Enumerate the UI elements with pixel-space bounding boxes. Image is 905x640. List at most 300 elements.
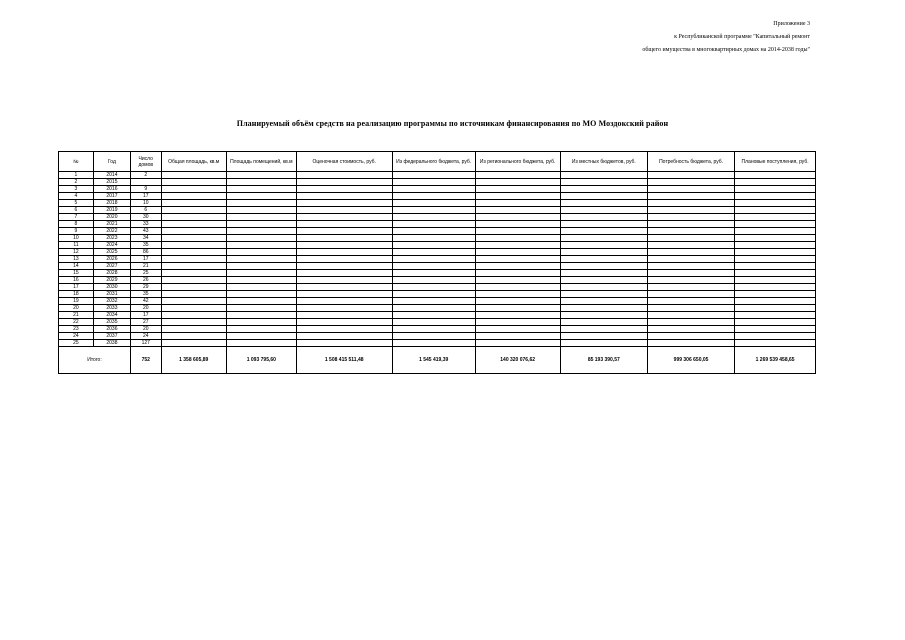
table-cell: 13 [59,256,94,263]
table-cell: 3 [59,186,94,193]
table-cell: 24 [59,333,94,340]
table-cell [392,277,475,284]
table-cell [475,172,560,179]
table-cell [161,242,226,249]
table-cell [296,221,392,228]
table-cell [475,298,560,305]
table-cell [226,242,296,249]
table-cell: 127 [130,340,161,347]
table-cell: 2037 [93,333,130,340]
table-cell [296,319,392,326]
table-cell [392,207,475,214]
table-cell [226,179,296,186]
table-cell: 1 [59,172,94,179]
column-header: Число домов [130,152,161,172]
table-cell [560,312,647,319]
table-cell: 4 [59,193,94,200]
table-cell [475,242,560,249]
table-cell [226,319,296,326]
table-cell: 2027 [93,263,130,270]
table-cell: 34 [130,235,161,242]
table-row [59,200,816,207]
table-cell [161,333,226,340]
table-cell [735,326,816,333]
total-cell: 752 [130,347,161,374]
table-cell [560,228,647,235]
column-header: Оценочная стоимость, руб. [296,152,392,172]
table-cell: 2029 [93,277,130,284]
table-cell [161,249,226,256]
table-cell [392,186,475,193]
table-cell [392,193,475,200]
table-cell [560,270,647,277]
table-cell [161,207,226,214]
table-cell: 86 [130,249,161,256]
table-cell [560,221,647,228]
table-cell [647,179,734,186]
column-header: Из регионального бюджета, руб. [475,152,560,172]
table-cell: 23 [59,326,94,333]
table-row [59,319,816,326]
header-note-line: Приложение 3 [773,21,810,27]
header-note [390,18,810,57]
table-cell [475,270,560,277]
table-cell [161,186,226,193]
table-cell [560,284,647,291]
table-cell [296,214,392,221]
table-cell [226,207,296,214]
table-cell: 43 [130,228,161,235]
table-cell [647,242,734,249]
table-cell [296,270,392,277]
table-body [59,172,816,374]
table-row [59,235,816,242]
table-cell [647,305,734,312]
table-cell: 19 [59,298,94,305]
table-cell: 35 [130,291,161,298]
table-cell [475,326,560,333]
table-cell [161,235,226,242]
table-cell [475,305,560,312]
column-header: Общая площадь, кв.м [161,152,226,172]
table-cell [226,221,296,228]
table-cell: 8 [59,221,94,228]
table-row [59,284,816,291]
total-cell: 999 306 650,05 [647,347,734,374]
table-cell: 29 [130,284,161,291]
table-cell [226,235,296,242]
table-cell [475,284,560,291]
table-cell [560,333,647,340]
table-cell [226,256,296,263]
table-cell [161,270,226,277]
table-cell [475,179,560,186]
table-row [59,228,816,235]
table-row [59,242,816,249]
table-cell [647,333,734,340]
table-cell [392,312,475,319]
total-cell: 1 545 419,39 [392,347,475,374]
table-cell: 25 [130,270,161,277]
table-cell: 20 [130,305,161,312]
table-cell: 6 [59,207,94,214]
table-cell [647,249,734,256]
column-header: Потребность бюджета, руб. [647,152,734,172]
table-cell [560,214,647,221]
table-cell [647,235,734,242]
column-header: Плановые поступления, руб. [735,152,816,172]
table-cell [475,263,560,270]
table-cell [560,200,647,207]
table-cell [296,193,392,200]
table-cell [735,340,816,347]
table-cell [392,235,475,242]
table-cell [560,326,647,333]
table-cell [475,207,560,214]
table-cell [647,172,734,179]
table-cell [161,172,226,179]
table-cell: 20 [59,305,94,312]
table-cell: 21 [130,263,161,270]
table-cell [392,298,475,305]
table-cell: 35 [130,242,161,249]
table-cell: 21 [59,312,94,319]
table-cell [735,235,816,242]
table-cell: 2014 [93,172,130,179]
table-cell [475,235,560,242]
column-header: Из федерального бюджета, руб. [392,152,475,172]
table-cell [296,284,392,291]
table-cell: 2 [130,172,161,179]
table-cell [161,179,226,186]
table-cell [226,305,296,312]
table-cell [560,340,647,347]
table-cell: 2017 [93,193,130,200]
table-cell [475,256,560,263]
total-cell: 1 508 415 511,48 [296,347,392,374]
total-cell: 140 320 076,62 [475,347,560,374]
column-header: Из местных бюджетов, руб. [560,152,647,172]
table-cell: 2025 [93,249,130,256]
table-row [59,186,816,193]
table-cell [392,200,475,207]
table-cell [560,172,647,179]
table-cell [161,277,226,284]
table-cell [161,284,226,291]
table-cell [735,333,816,340]
table-cell: 17 [59,284,94,291]
table-cell: 2020 [93,214,130,221]
table-cell [735,270,816,277]
table-cell [296,207,392,214]
table-cell: 2032 [93,298,130,305]
table-cell [296,172,392,179]
table-cell [560,179,647,186]
table-cell [226,277,296,284]
table-cell: 2035 [93,319,130,326]
table-cell [647,193,734,200]
table-row [59,312,816,319]
table-cell [161,193,226,200]
table-cell: 2021 [93,221,130,228]
table-cell: 11 [59,242,94,249]
table-cell [647,326,734,333]
table-row [59,305,816,312]
table-cell [392,333,475,340]
table-cell [647,228,734,235]
financing-table [58,151,816,374]
table-cell [647,256,734,263]
table-cell [475,214,560,221]
table-cell [647,319,734,326]
table-cell [226,193,296,200]
table-cell [475,277,560,284]
table-cell [475,340,560,347]
table-cell [161,214,226,221]
table-cell [647,277,734,284]
table-cell [161,305,226,312]
table-cell [296,277,392,284]
table-cell [226,200,296,207]
table-cell: 10 [59,235,94,242]
table-cell [475,186,560,193]
table-cell [296,256,392,263]
table-cell [560,277,647,284]
table-row [59,207,816,214]
table-cell: 17 [130,193,161,200]
table-cell: 2036 [93,326,130,333]
table-cell [226,249,296,256]
table-cell [475,333,560,340]
table-cell [560,235,647,242]
table-cell: 2028 [93,270,130,277]
table-cell [475,249,560,256]
table-cell [735,263,816,270]
table-cell [647,200,734,207]
table-cell [560,298,647,305]
table-cell: 33 [130,221,161,228]
table-cell: 9 [130,186,161,193]
total-cell: 1 093 795,60 [226,347,296,374]
header-note-line: общего имущества в многоквартирных домах на 2014-2038 годы" [642,47,810,53]
table-cell [647,312,734,319]
table-cell: 2018 [93,200,130,207]
table-cell [392,326,475,333]
table-cell: 2023 [93,235,130,242]
table-cell: 24 [130,333,161,340]
table-cell [735,228,816,235]
page-title: Планируемый объём средств на реализацию программы по источникам финансирования по МО Моздокский район [236,119,669,128]
header-note-line: к Республиканской программе "Капитальный ремонт [674,34,810,40]
table-cell [647,221,734,228]
table-header-row [59,152,816,172]
table-cell: 2030 [93,284,130,291]
table-cell [647,298,734,305]
column-header: Площадь помещений, кв.м [226,152,296,172]
table-cell [735,242,816,249]
table-row [59,263,816,270]
table-row [59,249,816,256]
table-cell: 10 [130,200,161,207]
total-row [59,347,816,374]
table-cell [226,263,296,270]
table-cell [226,291,296,298]
table-cell [735,221,816,228]
table-cell [296,228,392,235]
table-cell [475,291,560,298]
table-cell: 12 [59,249,94,256]
total-label: Итого: [59,347,131,374]
table-cell [392,319,475,326]
table-cell: 9 [59,228,94,235]
table-cell [226,333,296,340]
table-cell [296,312,392,319]
table-row [59,270,816,277]
table-cell [296,186,392,193]
table-cell [560,249,647,256]
table-cell [735,179,816,186]
table-cell: 2019 [93,207,130,214]
column-header: Год [93,152,130,172]
table-cell [647,291,734,298]
table-cell [392,340,475,347]
table-cell [647,186,734,193]
table-cell [226,270,296,277]
table-cell [475,312,560,319]
table-row [59,172,816,179]
table-cell: 6 [130,207,161,214]
table-cell [226,312,296,319]
table-cell [560,256,647,263]
table-cell: 5 [59,200,94,207]
table-cell [560,207,647,214]
table-cell [226,298,296,305]
table-cell: 2015 [93,179,130,186]
table-cell [392,256,475,263]
table-cell [735,200,816,207]
table-cell [647,263,734,270]
table-cell [560,319,647,326]
table-cell [161,263,226,270]
table-cell [735,186,816,193]
table-cell [226,340,296,347]
table-cell [161,298,226,305]
table-cell [560,193,647,200]
table-cell: 42 [130,298,161,305]
table-row [59,326,816,333]
table-cell [296,326,392,333]
table-cell [560,291,647,298]
table-cell [735,305,816,312]
table-cell: 18 [59,291,94,298]
table-cell [735,291,816,298]
column-header: № [59,152,94,172]
table-cell [735,277,816,284]
table-cell [475,228,560,235]
table-cell: 2024 [93,242,130,249]
table-cell [735,312,816,319]
total-cell: 85 193 390,57 [560,347,647,374]
table-cell: 20 [130,326,161,333]
table-row [59,179,816,186]
table-cell [392,179,475,186]
table-cell [296,179,392,186]
table-cell [735,193,816,200]
table-cell [226,284,296,291]
table-cell [647,270,734,277]
table-cell [392,263,475,270]
table-cell [735,256,816,263]
table-cell [161,326,226,333]
table-cell [735,319,816,326]
table-cell: 2034 [93,312,130,319]
total-cell: 1 269 539 458,65 [735,347,816,374]
table-cell: 30 [130,214,161,221]
table-row [59,193,816,200]
table-cell [560,305,647,312]
table-cell: 2033 [93,305,130,312]
table-cell [296,340,392,347]
table-cell [392,172,475,179]
table-cell: 2026 [93,256,130,263]
table-cell: 17 [130,256,161,263]
table-cell [296,305,392,312]
table-cell: 2016 [93,186,130,193]
table-cell [735,172,816,179]
table-cell [475,200,560,207]
table-cell [161,319,226,326]
table-row [59,256,816,263]
table-cell: 14 [59,263,94,270]
table-cell [130,179,161,186]
table-row [59,221,816,228]
table-cell [296,298,392,305]
table-cell [475,221,560,228]
table-cell: 2031 [93,291,130,298]
table-cell [560,263,647,270]
table-cell: 22 [59,319,94,326]
table-cell [392,214,475,221]
table-row [59,333,816,340]
table-cell [226,172,296,179]
table-cell [735,207,816,214]
table-cell [647,207,734,214]
table-cell [161,340,226,347]
table-cell [560,186,647,193]
table-cell [226,228,296,235]
table-cell [735,249,816,256]
table-cell [161,291,226,298]
table-row [59,298,816,305]
table-cell [296,263,392,270]
total-cell: 1 358 605,89 [161,347,226,374]
table-row [59,214,816,221]
table-cell: 2 [59,179,94,186]
table-cell [647,284,734,291]
table-cell [161,228,226,235]
table-cell [296,333,392,340]
table-row [59,340,816,347]
table-cell [392,291,475,298]
table-cell [475,193,560,200]
table-cell [392,249,475,256]
table-row [59,277,816,284]
table-cell [296,242,392,249]
table-cell [392,242,475,249]
table-cell [647,340,734,347]
table-cell [161,256,226,263]
table-cell: 17 [130,312,161,319]
